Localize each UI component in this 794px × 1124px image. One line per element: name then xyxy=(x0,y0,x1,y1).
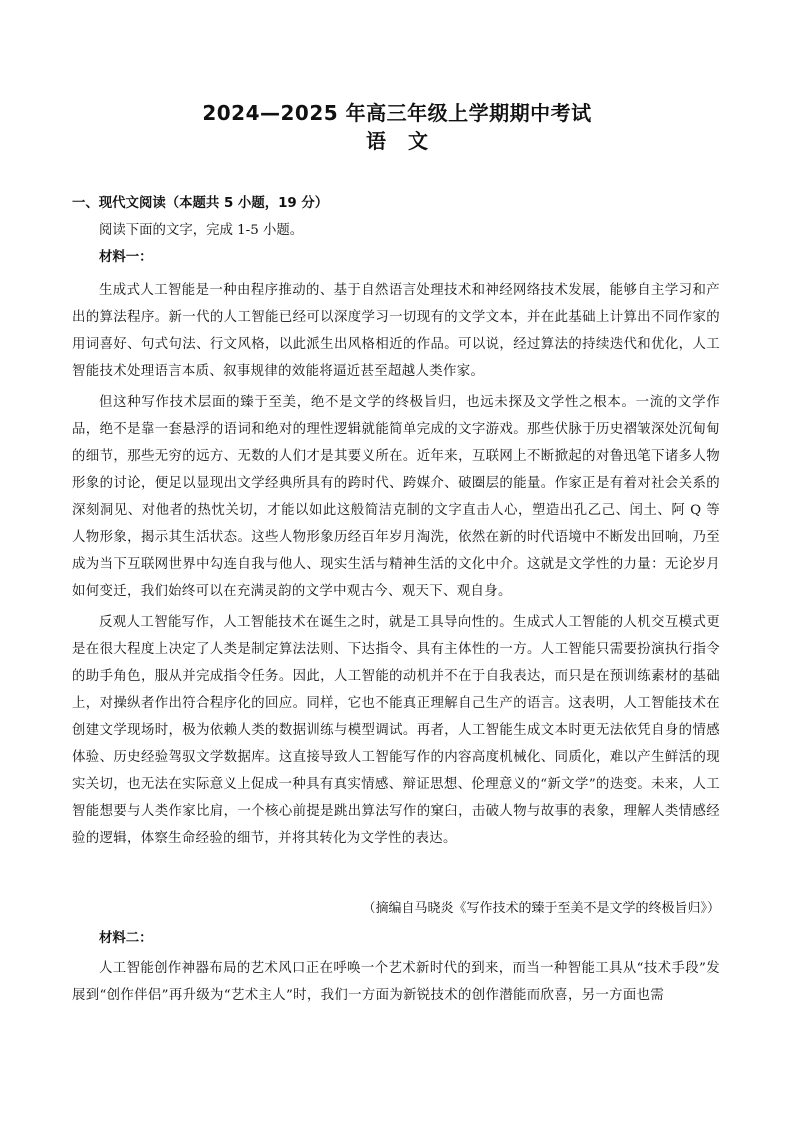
material-1-body xyxy=(72,277,720,852)
material-1-paragraph-1: 生成式人工智能是一种由程序推动的、基于自然语言处理技术和神经网络技术发展，能够自主学习和产出的算法程序。新一代的人工智能已经可以深度学习一切现有的文学文本，并在此基础上计算出不同作家的用词喜好、句式句法、行文风格，以此派生出风格相近的作品。可以说，经过算法的持续迭代和优化，人工智能技术处理语言本质、叙事规律的效能将逼近甚至超越人类作家。 xyxy=(72,283,720,379)
material-1-source: （摘编自马晓炎《写作技术的臻于至美不是文学的终极旨归》） xyxy=(362,901,720,916)
material-1-paragraph-2: 但这种写作技术层面的臻于至美，绝不是文学的终极旨归，也远未探及文学性之根本。一流的文学作品，绝不是靠一套悬浮的语词和绝对的理性逻辑就能简单完成的文字游戏。那些伏脉于历史褶皱深处沉甸甸的细节，那些无穷的远方、无数的人们才是其要义所在。近年来，互联网上不断掀起的对鲁迅笔下诸多人物形象的讨论，便足以显现出文学经典所具有的跨时代、跨媒介、破圈层的能量。作家正是有着对社会关系的深刻洞见、对他者的热忱关切，才能以如此这般简洁克制的文字直击人心，塑造出孔乙己、闰土、阿 Q 等人物形象，揭示其生活状态。这些人物形象历经百年岁月淘洗，依然在新的时代语境中不断发出回响，乃至成为当下互联网世界中勾连自我与他人、现实生活与精神生活的文化中介。这就是文学性的力量：无论岁月如何变迁，我们始终可以在充满灵韵的文学中观古今、观天下、观自身。 xyxy=(72,395,720,599)
material-2-body xyxy=(72,955,720,1009)
material-2-paragraph-1: 人工智能创作神器布局的艺术风口正在呼唤一个艺术新时代的到来，而当一种智能工具从“技术手段”发展到“创作伴侣”再升级为“艺术主人”时，我们一方面为新锐技术的创作潜能而欣喜，另一方面也需 xyxy=(72,961,720,1003)
exam-title: 2024—2025 年高三年级上学期期中考试 xyxy=(202,101,592,125)
material-1-label: 材料一： xyxy=(99,250,153,265)
material-1-paragraph-3: 反观人工智能写作，人工智能技术在诞生之时，就是工具导向性的。生成式人工智能的人机交互模式更是在很大程度上决定了人类是制定算法法则、下达指令、具有主体性的一方。人工智能只需要扮演执行指令的助手角色，服从并完成指令任务。因此，人工智能的动机并不在于自我表达，而只是在预训练素材的基础上，对操纵者作出符合程序化的回应。同样，它也不能真正理解自己生产的语言。这表明，人工智能技术在创建文学现场时，极为依赖人类的数据训练与模型调试。再者，人工智能生成文本时更无法依凭自身的情感体验、历史经验驾驭文学数据库。这直接导致人工智能写作的内容高度机械化、同质化，难以产生鲜活的现实关切，也无法在实际意义上促成一种具有真实情感、辩证思想、伦理意义的“新文学”的迭变。未来，人工智能想要与人类作家比肩，一个核心前提是跳出算法写作的窠臼，击破人物与故事的表象，理解人类情感经验的逻辑，体察生命经验的细节，并将其转化为文学性的表达。 xyxy=(72,615,720,846)
section-heading: 一、现代文阅读（本题共 5 小题，19 分） xyxy=(72,196,329,211)
section-instruction: 阅读下面的文字，完成 1-5 小题。 xyxy=(99,223,304,238)
subject-title: 语文 xyxy=(366,129,450,153)
material-2-label: 材料二： xyxy=(99,931,153,946)
